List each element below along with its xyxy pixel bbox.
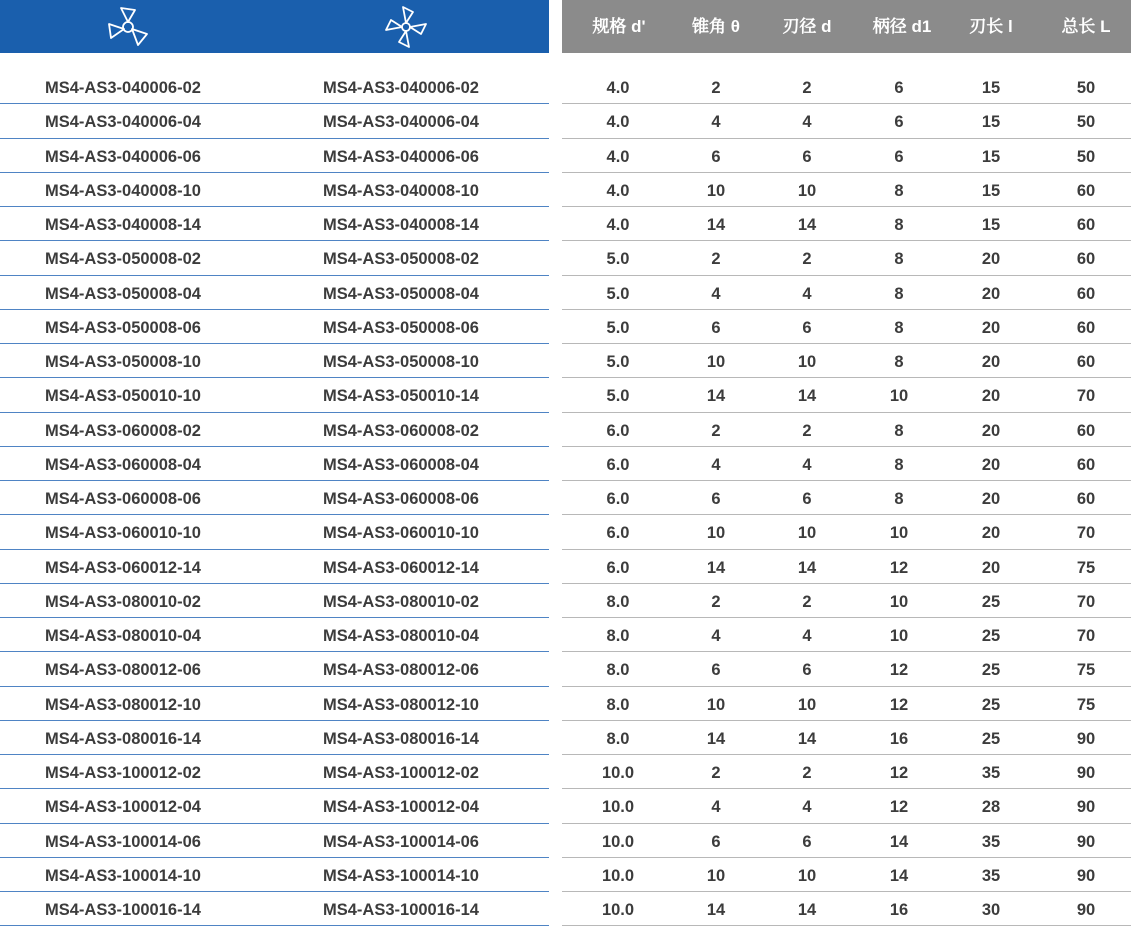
product-code-3-flute: MS4-AS3-050008-02 (45, 250, 201, 269)
four-flute-endmill-icon (383, 4, 429, 50)
total-length-value: 60 (1076, 455, 1096, 474)
shank-diameter-value: 10 (889, 592, 909, 611)
shank-diameter-value: 6 (894, 113, 904, 132)
column-header-flute-length: 刃长 l (969, 17, 1013, 36)
product-code-4-flute: MS4-AS3-080012-10 (323, 695, 479, 714)
table-row (0, 584, 1131, 618)
shank-diameter-value: 8 (894, 284, 904, 303)
table-row (0, 70, 1131, 104)
column-header-total-length: 总长 L (1061, 17, 1111, 36)
product-code-4-flute: MS4-AS3-060010-10 (323, 524, 479, 543)
product-code-3-flute: MS4-AS3-060010-10 (45, 524, 201, 543)
table-row (0, 858, 1131, 892)
flute-length-value: 20 (981, 558, 1001, 577)
spec-value: 8.0 (606, 661, 630, 680)
table-row (0, 618, 1131, 652)
shank-diameter-value: 12 (889, 661, 909, 680)
spec-header-bar (562, 0, 1131, 53)
product-code-4-flute: MS4-AS3-060012-14 (323, 558, 479, 577)
blade-diameter-value: 4 (802, 798, 812, 817)
product-code-4-flute: MS4-AS3-040006-06 (323, 147, 479, 166)
total-length-value: 90 (1076, 798, 1096, 817)
product-code-3-flute: MS4-AS3-040006-02 (45, 79, 201, 97)
spec-value: 5.0 (606, 353, 630, 371)
product-code-4-flute: MS4-AS3-100016-14 (323, 901, 479, 919)
taper-angle-value: 14 (706, 387, 726, 406)
table-row (0, 344, 1131, 378)
product-code-3-flute: MS4-AS3-050008-04 (45, 284, 201, 303)
flute-length-value: 35 (981, 866, 1001, 885)
blade-diameter-value: 4 (802, 284, 812, 303)
total-length-value: 75 (1076, 558, 1096, 577)
shank-diameter-value: 14 (889, 866, 909, 885)
product-code-3-flute: MS4-AS3-100014-06 (45, 832, 201, 851)
spec-value: 8.0 (606, 627, 630, 645)
product-code-3-flute: MS4-AS3-080016-14 (45, 729, 201, 748)
flute-length-value: 35 (981, 832, 1001, 851)
total-length-value: 50 (1076, 147, 1096, 166)
shank-diameter-value: 10 (889, 524, 909, 543)
total-length-value: 75 (1076, 661, 1096, 680)
shank-diameter-value: 16 (889, 729, 909, 748)
table-row (0, 104, 1131, 138)
table-row (0, 515, 1131, 549)
flute-length-value: 25 (981, 661, 1001, 680)
flute-length-value: 20 (981, 353, 1001, 371)
flute-length-value: 20 (981, 318, 1001, 337)
taper-angle-value: 4 (711, 113, 721, 132)
spec-value: 8.0 (606, 729, 630, 748)
total-length-value: 70 (1076, 592, 1096, 611)
shank-diameter-value: 6 (894, 147, 904, 166)
product-code-4-flute: MS4-AS3-080016-14 (323, 729, 479, 748)
blade-diameter-value: 10 (797, 866, 817, 885)
product-code-3-flute: MS4-AS3-060012-14 (45, 558, 201, 577)
blade-diameter-value: 6 (802, 661, 812, 680)
flute-length-value: 25 (981, 592, 1001, 611)
spec-value: 4.0 (606, 181, 630, 200)
flute-length-value: 15 (981, 147, 1001, 166)
shank-diameter-value: 16 (889, 901, 909, 919)
spec-value: 6.0 (606, 490, 630, 508)
spec-value: 5.0 (606, 250, 630, 269)
total-length-value: 60 (1076, 284, 1096, 303)
product-code-4-flute: MS4-AS3-060008-04 (323, 455, 479, 474)
total-length-value: 70 (1076, 627, 1096, 645)
spec-value: 6.0 (606, 455, 630, 474)
taper-angle-value: 10 (706, 353, 726, 371)
taper-angle-value: 4 (711, 627, 721, 645)
taper-angle-value: 4 (711, 798, 721, 817)
taper-angle-value: 14 (706, 901, 726, 919)
blade-diameter-value: 2 (802, 421, 812, 440)
shank-diameter-value: 6 (894, 79, 904, 97)
flute-length-value: 30 (981, 901, 1001, 919)
table-row (0, 241, 1131, 275)
blade-diameter-value: 14 (797, 729, 817, 748)
product-code-3-flute: MS4-AS3-050008-10 (45, 353, 201, 371)
blade-diameter-value: 10 (797, 524, 817, 543)
table-row (0, 755, 1131, 789)
shank-diameter-value: 12 (889, 764, 909, 782)
taper-angle-value: 6 (711, 832, 721, 851)
product-code-4-flute: MS4-AS3-100012-02 (323, 764, 479, 782)
product-code-3-flute: MS4-AS3-100012-04 (45, 798, 201, 817)
taper-angle-value: 14 (706, 729, 726, 748)
column-header-shank-diameter: 柄径 d1 (872, 17, 932, 36)
flute-length-value: 15 (981, 181, 1001, 200)
taper-angle-value: 2 (711, 592, 721, 611)
taper-angle-value: 10 (706, 524, 726, 543)
taper-angle-value: 6 (711, 661, 721, 680)
blade-diameter-value: 4 (802, 113, 812, 132)
flute-length-value: 15 (981, 113, 1001, 132)
product-code-3-flute: MS4-AS3-040008-10 (45, 181, 201, 200)
shank-diameter-value: 12 (889, 695, 909, 714)
blade-diameter-value: 2 (802, 764, 812, 782)
product-code-3-flute: MS4-AS3-100014-10 (45, 866, 201, 885)
flute-length-value: 25 (981, 695, 1001, 714)
shank-diameter-value: 8 (894, 490, 904, 508)
product-code-4-flute: MS4-AS3-080012-06 (323, 661, 479, 680)
blade-diameter-value: 14 (797, 387, 817, 406)
total-length-value: 75 (1076, 695, 1096, 714)
column-header-spec: 规格 d' (592, 17, 646, 36)
product-code-4-flute: MS4-AS3-050008-02 (323, 250, 479, 269)
product-code-4-flute: MS4-AS3-060008-02 (323, 421, 479, 440)
spec-value: 4.0 (606, 79, 630, 97)
taper-angle-value: 4 (711, 284, 721, 303)
taper-angle-value: 14 (706, 558, 726, 577)
blade-diameter-value: 14 (797, 558, 817, 577)
total-length-value: 70 (1076, 387, 1096, 406)
total-length-value: 60 (1076, 216, 1096, 234)
blade-diameter-value: 6 (802, 147, 812, 166)
blade-diameter-value: 6 (802, 318, 812, 337)
spec-value: 4.0 (606, 147, 630, 166)
product-code-3-flute: MS4-AS3-100012-02 (45, 764, 201, 782)
total-length-value: 60 (1076, 353, 1096, 371)
total-length-value: 90 (1076, 901, 1096, 919)
three-flute-endmill-icon (105, 4, 151, 50)
taper-angle-value: 10 (706, 181, 726, 200)
blade-diameter-value: 10 (797, 353, 817, 371)
blade-diameter-value: 10 (797, 695, 817, 714)
product-code-4-flute: MS4-AS3-040008-10 (323, 181, 479, 200)
column-header-taper-angle: 锥角 θ (692, 17, 740, 36)
blade-diameter-value: 10 (797, 181, 817, 200)
shank-diameter-value: 8 (894, 250, 904, 269)
product-code-3-flute: MS4-AS3-080010-02 (45, 592, 201, 611)
taper-angle-value: 6 (711, 490, 721, 508)
spec-value: 10.0 (601, 866, 635, 885)
product-code-4-flute: MS4-AS3-040008-14 (323, 216, 479, 234)
blade-diameter-value: 2 (802, 592, 812, 611)
product-code-4-flute: MS4-AS3-050010-14 (323, 387, 479, 406)
table-row (0, 378, 1131, 412)
flute-length-value: 20 (981, 250, 1001, 269)
table-row (0, 310, 1131, 344)
product-code-4-flute: MS4-AS3-050008-06 (323, 318, 479, 337)
product-code-3-flute: MS4-AS3-050010-10 (45, 387, 201, 406)
table-row (0, 481, 1131, 515)
flute-length-value: 25 (981, 627, 1001, 645)
total-length-value: 90 (1076, 764, 1096, 782)
spec-value: 5.0 (606, 387, 630, 406)
shank-diameter-value: 8 (894, 318, 904, 337)
table-row (0, 173, 1131, 207)
flute-length-value: 15 (981, 79, 1001, 97)
table-row (0, 789, 1131, 823)
shank-diameter-value: 10 (889, 387, 909, 406)
shank-diameter-value: 10 (889, 627, 909, 645)
total-length-value: 90 (1076, 866, 1096, 885)
product-code-3-flute: MS4-AS3-040006-04 (45, 113, 201, 132)
total-length-value: 90 (1076, 832, 1096, 851)
total-length-value: 60 (1076, 421, 1096, 440)
spec-value: 6.0 (606, 524, 630, 543)
total-length-value: 60 (1076, 181, 1096, 200)
taper-angle-value: 10 (706, 695, 726, 714)
blade-diameter-value: 2 (802, 250, 812, 269)
flute-length-value: 35 (981, 764, 1001, 782)
product-code-4-flute: MS4-AS3-060008-06 (323, 490, 479, 508)
flute-length-value: 25 (981, 729, 1001, 748)
total-length-value: 70 (1076, 524, 1096, 543)
product-code-4-flute: MS4-AS3-040006-04 (323, 113, 479, 132)
product-code-4-flute: MS4-AS3-040006-02 (323, 79, 479, 97)
blade-diameter-value: 14 (797, 216, 817, 234)
taper-angle-value: 10 (706, 866, 726, 885)
code-header-bar (0, 0, 549, 53)
table-row (0, 687, 1131, 721)
blade-diameter-value: 2 (802, 79, 812, 97)
product-table-body (0, 70, 1131, 926)
total-length-value: 60 (1076, 318, 1096, 337)
shank-diameter-value: 8 (894, 455, 904, 474)
product-code-4-flute: MS4-AS3-080010-02 (323, 592, 479, 611)
spec-value: 8.0 (606, 592, 630, 611)
blade-diameter-value: 6 (802, 490, 812, 508)
blade-diameter-value: 4 (802, 627, 812, 645)
flute-length-value: 20 (981, 421, 1001, 440)
table-row (0, 550, 1131, 584)
taper-angle-value: 2 (711, 79, 721, 97)
spec-value: 10.0 (601, 832, 635, 851)
shank-diameter-value: 8 (894, 216, 904, 234)
product-code-3-flute: MS4-AS3-080012-10 (45, 695, 201, 714)
total-length-value: 50 (1076, 79, 1096, 97)
product-code-3-flute: MS4-AS3-080010-04 (45, 627, 201, 645)
table-row (0, 207, 1131, 241)
column-header-blade-diameter: 刃径 d (782, 17, 832, 36)
taper-angle-value: 14 (706, 216, 726, 234)
shank-diameter-value: 12 (889, 798, 909, 817)
spec-value: 4.0 (606, 216, 630, 234)
spec-value: 10.0 (601, 798, 635, 817)
spec-value: 6.0 (606, 558, 630, 577)
product-code-3-flute: MS4-AS3-060008-02 (45, 421, 201, 440)
taper-angle-value: 2 (711, 250, 721, 269)
spec-value: 4.0 (606, 113, 630, 132)
table-row (0, 276, 1131, 310)
table-row (0, 892, 1131, 926)
product-code-4-flute: MS4-AS3-050008-10 (323, 353, 479, 371)
spec-value: 10.0 (601, 764, 635, 782)
product-code-3-flute: MS4-AS3-040008-14 (45, 216, 201, 234)
taper-angle-value: 2 (711, 421, 721, 440)
product-code-3-flute: MS4-AS3-050008-06 (45, 318, 201, 337)
table-row (0, 652, 1131, 686)
flute-length-value: 15 (981, 216, 1001, 234)
product-code-4-flute: MS4-AS3-080010-04 (323, 627, 479, 645)
product-code-4-flute: MS4-AS3-100014-06 (323, 832, 479, 851)
taper-angle-value: 6 (711, 147, 721, 166)
product-code-3-flute: MS4-AS3-060008-04 (45, 455, 201, 474)
product-code-4-flute: MS4-AS3-050008-04 (323, 284, 479, 303)
product-code-4-flute: MS4-AS3-100014-10 (323, 866, 479, 885)
product-code-3-flute: MS4-AS3-040006-06 (45, 147, 201, 166)
blade-diameter-value: 4 (802, 455, 812, 474)
spec-value: 6.0 (606, 421, 630, 440)
total-length-value: 50 (1076, 113, 1096, 132)
shank-diameter-value: 14 (889, 832, 909, 851)
flute-length-value: 20 (981, 455, 1001, 474)
table-row (0, 413, 1131, 447)
table-row (0, 139, 1131, 173)
shank-diameter-value: 8 (894, 353, 904, 371)
table-row (0, 824, 1131, 858)
taper-angle-value: 6 (711, 318, 721, 337)
blade-diameter-value: 14 (797, 901, 817, 919)
flute-length-value: 20 (981, 387, 1001, 406)
spec-value: 5.0 (606, 318, 630, 337)
product-code-3-flute: MS4-AS3-100016-14 (45, 901, 201, 919)
total-length-value: 60 (1076, 250, 1096, 269)
flute-length-value: 20 (981, 524, 1001, 543)
product-code-3-flute: MS4-AS3-080012-06 (45, 661, 201, 680)
spec-value: 5.0 (606, 284, 630, 303)
blade-diameter-value: 6 (802, 832, 812, 851)
row-divider-gray (562, 925, 1131, 926)
product-code-4-flute: MS4-AS3-100012-04 (323, 798, 479, 817)
product-code-3-flute: MS4-AS3-060008-06 (45, 490, 201, 508)
shank-diameter-value: 8 (894, 181, 904, 200)
shank-diameter-value: 12 (889, 558, 909, 577)
row-divider-blue (0, 925, 549, 926)
shank-diameter-value: 8 (894, 421, 904, 440)
flute-length-value: 28 (981, 798, 1001, 817)
taper-angle-value: 2 (711, 764, 721, 782)
taper-angle-value: 4 (711, 455, 721, 474)
table-row (0, 721, 1131, 755)
table-row (0, 447, 1131, 481)
spec-value: 8.0 (606, 695, 630, 714)
flute-length-value: 20 (981, 284, 1001, 303)
flute-length-value: 20 (981, 490, 1001, 508)
spec-value: 10.0 (601, 901, 635, 919)
total-length-value: 90 (1076, 729, 1096, 748)
total-length-value: 60 (1076, 490, 1096, 508)
